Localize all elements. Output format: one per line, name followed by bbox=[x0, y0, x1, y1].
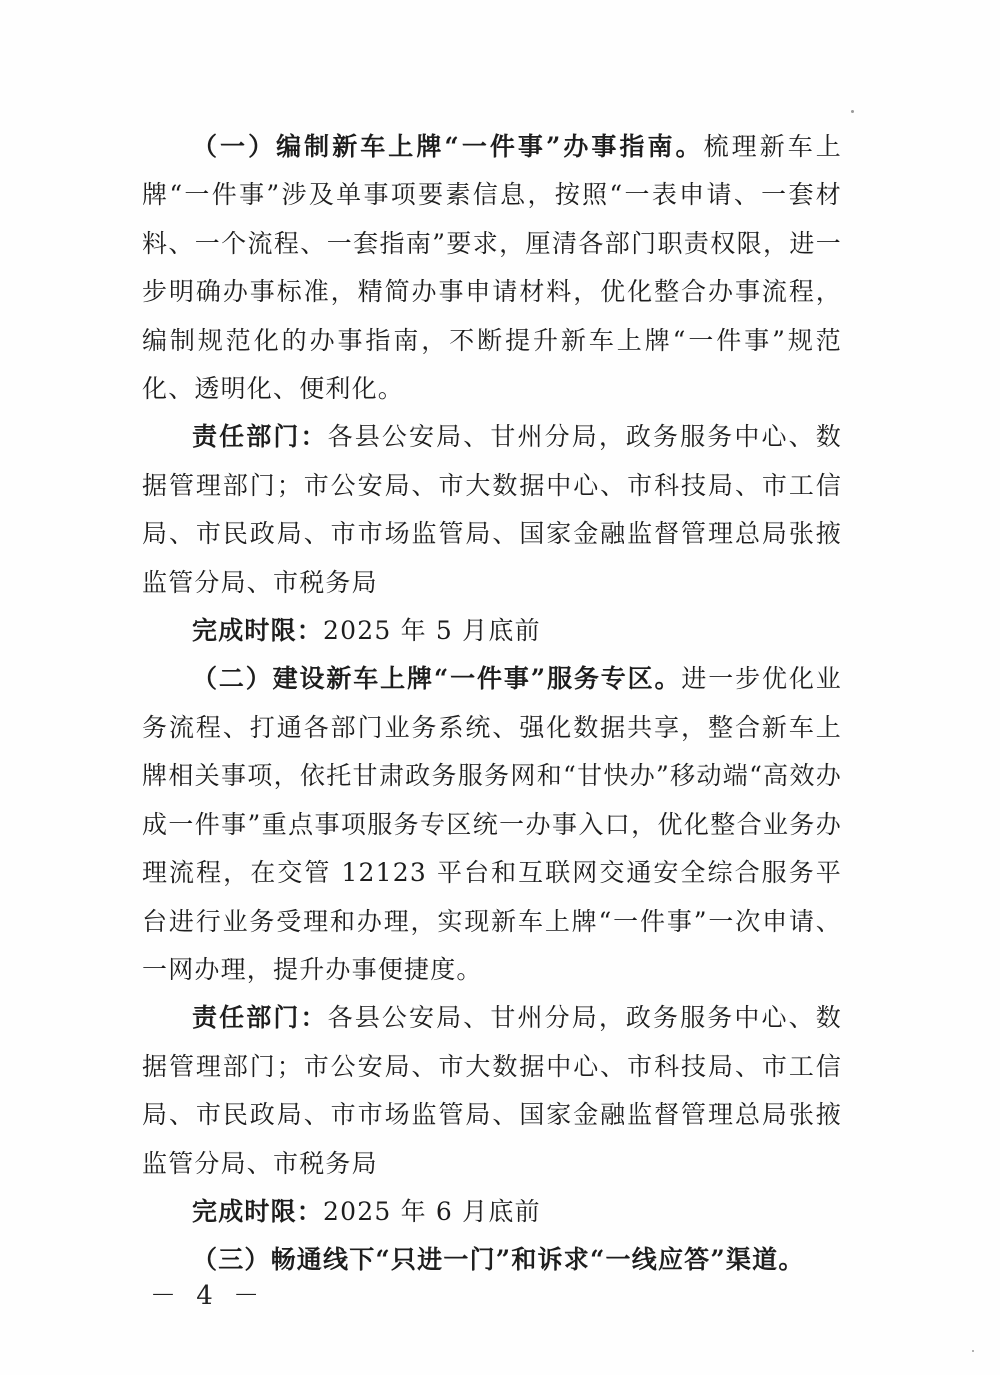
paragraph-lead: 完成时限： bbox=[192, 616, 324, 646]
scan-speck bbox=[972, 1350, 974, 1352]
paragraph-service-zone bbox=[142, 655, 842, 994]
paragraph-text: 2025 年 6 月底前 bbox=[323, 1196, 541, 1226]
page-number: － 4 － bbox=[150, 1281, 266, 1311]
paragraph-guide bbox=[142, 123, 842, 413]
paragraph-lead: 责任部门： bbox=[192, 1003, 328, 1033]
paragraph-lead: 完成时限： bbox=[192, 1196, 324, 1226]
paragraph-lead: （一）编制新车上牌“一件事”办事指南。 bbox=[192, 132, 704, 161]
paragraph-text: 2025 年 5 月底前 bbox=[323, 616, 541, 646]
paragraph-responsible-1 bbox=[142, 413, 842, 607]
paragraph-lead: 责任部门： bbox=[192, 422, 328, 452]
paragraph-text: 进一步优化业务流程、打通各部门业务系统、强化数据共享，整合新车上牌相关事项，依托甘肃政务服务网和“甘快办”移动端“高效办成一件事”重点事项服务专区统一办事入口，优化整合业务办理流程，在交管 12123 平台和互联网交通安全综合服务平台进行业务受理和办理，实现新车上牌“一件事”一次申请、一网办理，提升办事便捷度。 bbox=[142, 664, 843, 984]
scan-speck bbox=[851, 110, 854, 113]
paragraph-text: 梳理新车上牌“一件事”涉及单事项要素信息，按照“一表申请、一套材料、一个流程、一套指南”要求，厘清各部门职责权限，进一步明确办事标准，精简办事申请材料，优化整合办事流程，编制规范化的办事指南，不断提升新车上牌“一件事”规范化、透明化、便利化。 bbox=[142, 132, 842, 404]
paragraph-text: 各县公安局、甘州分局，政务服务中心、数据管理部门；市公安局、市大数据中心、市科技局、市工信局、市民政局、市市场监管局、国家金融监督管理总局张掖监管分局、市税务局 bbox=[142, 1003, 842, 1178]
paragraph-lead: （二）建设新车上牌“一件事”服务专区。 bbox=[192, 664, 682, 694]
paragraph-deadline-2 bbox=[142, 1188, 842, 1236]
paragraph-lead: （三）畅通线下“只进一门”和诉求“一线应答”渠道。 bbox=[192, 1245, 805, 1275]
paragraph-responsible-2 bbox=[142, 994, 842, 1188]
paragraph-deadline-1 bbox=[142, 607, 842, 655]
body-text bbox=[142, 123, 842, 1285]
paragraph-text: 各县公安局、甘州分局，政务服务中心、数据管理部门；市公安局、市大数据中心、市科技局、市工信局、市民政局、市市场监管局、国家金融监督管理总局张掖监管分局、市税务局 bbox=[142, 422, 842, 597]
